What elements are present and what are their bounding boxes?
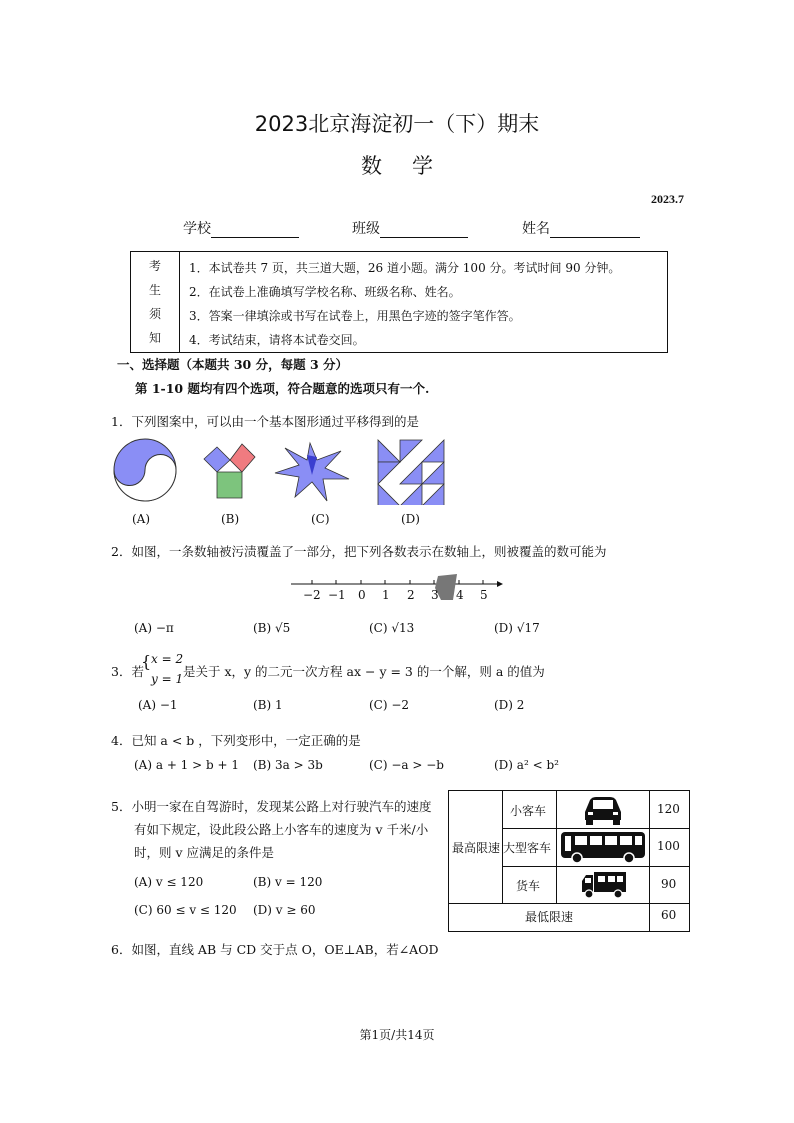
q2-option-d[interactable]: (D) √17 [494, 621, 540, 635]
q3-sys1: x = 2 [151, 652, 184, 666]
q2-option-b[interactable]: (B) √5 [253, 621, 291, 635]
school-label: 学校 [183, 221, 211, 237]
tick-label: 1 [382, 588, 390, 602]
min-speed-label: 最低限速 [525, 910, 574, 924]
q4-option-a[interactable]: (A) a + 1 > b + 1 [134, 758, 239, 772]
q1-figures [105, 435, 455, 505]
section-instruction: 第 1-10 题均有四个选项，符合题意的选项只有一个. [135, 381, 430, 396]
q2-option-a[interactable]: (A) −π [134, 621, 174, 635]
brace-icon: { [141, 652, 152, 671]
q5-option-d[interactable]: (D) v ≥ 60 [253, 903, 316, 917]
speed-value: 120 [657, 802, 680, 816]
q3-option-b[interactable]: (B) 1 [253, 698, 283, 712]
notice-box [130, 251, 668, 353]
speed-value: 100 [657, 839, 680, 853]
q4-option-c[interactable]: (C) −a > −b [369, 758, 444, 772]
subject-title: 数学 [361, 154, 463, 178]
tick-label: −1 [328, 588, 346, 602]
vehicle-type: 货车 [516, 879, 541, 893]
q3-option-d[interactable]: (D) 2 [494, 698, 525, 712]
car-icon [582, 794, 624, 826]
bus-icon [559, 830, 647, 864]
notice-item: 1．本试卷共 7 页，共三道大题，26 道小题。满分 100 分。考试时间 90 分钟。 [189, 261, 621, 275]
speed-limit-table [448, 790, 690, 932]
tick-label: 2 [407, 588, 415, 602]
exam-date: 2023.7 [651, 192, 684, 206]
q1-option-c[interactable]: (C) [311, 512, 330, 526]
truck-icon [580, 869, 628, 901]
q5-option-c[interactable]: (C) 60 ≤ v ≤ 120 [134, 903, 237, 917]
q1-stem: 1．下列图案中，可以由一个基本图形通过平移得到的是 [111, 414, 419, 429]
tick-label: −2 [303, 588, 321, 602]
q3-option-c[interactable]: (C) −2 [369, 698, 410, 712]
q4-stem: 4．已知 a < b ，下列变形中，一定正确的是 [111, 733, 361, 748]
class-field[interactable] [352, 218, 468, 238]
q2-option-c[interactable]: (C) √13 [369, 621, 415, 635]
q3-option-a[interactable]: (A) −1 [138, 698, 178, 712]
tick-label: 4 [456, 588, 464, 602]
speed-value: 90 [661, 877, 677, 891]
class-label: 班级 [352, 221, 380, 237]
figure-b-icon [204, 444, 255, 498]
q3-stem: 是关于 x，y 的二元一次方程 ax − y = 3 的一个解，则 a 的值为 [183, 664, 545, 679]
max-speed-label: 最高限速 [452, 841, 501, 855]
q5-option-a[interactable]: (A) v ≤ 120 [134, 875, 204, 889]
section-heading: 一、选择题（本题共 30 分，每题 3 分） [117, 357, 349, 372]
name-field[interactable] [522, 218, 640, 238]
page-title: 2023北京海淀初一（下）期末 [254, 112, 540, 136]
figure-c-icon [275, 443, 349, 501]
q1-option-a[interactable]: (A) [132, 512, 151, 526]
notice-label: 考 生 须 知 [131, 252, 180, 352]
tick-label: 3 [431, 588, 439, 602]
notice-item: 3．答案一律填涂或书写在试卷上，用黑色字迹的签字笔作答。 [189, 309, 521, 323]
q6-stem: 6．如图，直线 AB 与 CD 交于点 O，OE⊥AB，若∠AOD [111, 942, 439, 957]
vehicle-type: 大型客车 [503, 841, 552, 855]
vehicle-type: 小客车 [510, 804, 547, 818]
q4-option-b[interactable]: (B) 3a > 3b [253, 758, 323, 772]
q3-prefix: 3．若 [111, 664, 144, 679]
q1-option-b[interactable]: (B) [221, 512, 240, 526]
school-field[interactable] [183, 218, 299, 238]
q2-stem: 2．如图，一条数轴被污渍覆盖了一部分，把下列各数表示在数轴上，则被覆盖的数可能为 [111, 544, 607, 559]
min-speed-value: 60 [661, 908, 677, 922]
q5-stem-line2: 有如下规定，设此段公路上小客车的速度为 v 千米/小 [134, 822, 429, 837]
q3-sys2: y = 1 [151, 672, 184, 686]
tick-label: 5 [480, 588, 488, 602]
q5-option-b[interactable]: (B) v = 120 [253, 875, 323, 889]
page-footer: 第1页/共14页 [359, 1028, 435, 1042]
figure-d-icon [378, 440, 444, 505]
q5-stem-line1: 5．小明一家在自驾游时，发现某公路上对行驶汽车的速度 [111, 799, 432, 814]
q4-option-d[interactable]: (D) a² < b² [494, 758, 559, 772]
q1-option-d[interactable]: (D) [401, 512, 420, 526]
q5-stem-line3: 时，则 v 应满足的条件是 [134, 845, 275, 860]
tick-label: 0 [358, 588, 366, 602]
notice-item: 2．在试卷上准确填写学校名称、班级名称、姓名。 [189, 285, 461, 299]
name-label: 姓名 [522, 221, 550, 237]
notice-item: 4．考试结束，请将本试卷交回。 [189, 333, 365, 347]
figure-a-icon [114, 439, 176, 501]
